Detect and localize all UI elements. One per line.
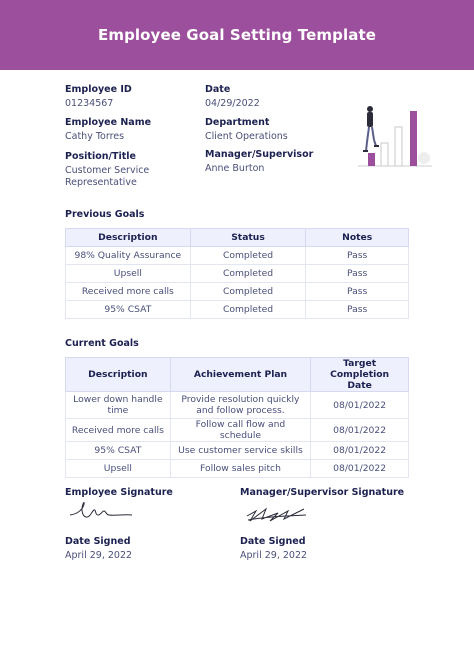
table-row [66, 460, 409, 478]
header-line-2: Date [347, 380, 372, 391]
cell-status: Completed [190, 247, 306, 265]
employee-signature-image [68, 498, 136, 524]
column-header-achievement-plan: Achievement Plan [170, 358, 311, 392]
cell-description [66, 392, 171, 419]
column-header-status: Status [190, 229, 306, 247]
cell-description: Received more calls [66, 283, 191, 301]
department-value: Client Operations [205, 131, 288, 142]
cell-achievement-plan: Use customer service skills [170, 442, 311, 460]
department-label: Department [205, 117, 270, 128]
cell-description: Upsell [66, 460, 171, 478]
column-header-target-completion-date [311, 358, 409, 392]
cell-target-date: 08/01/2022 [311, 392, 409, 419]
employee-id-field [65, 84, 132, 110]
header-line-1: Target Completion [330, 358, 390, 380]
employee-name-value: Cathy Torres [65, 131, 125, 142]
cell-description: 95% CSAT [66, 301, 191, 319]
manager-field [205, 149, 313, 175]
column-header-description: Description [66, 358, 171, 392]
table-header-row [66, 229, 409, 247]
manager-signature-block [240, 487, 404, 498]
employee-signature-label: Employee Signature [65, 487, 173, 498]
cell-notes: Pass [306, 265, 409, 283]
manager-signature-label: Manager/Supervisor Signature [240, 487, 405, 498]
cell-line-1: Lower down handle [73, 394, 163, 405]
manager-label: Manager/Supervisor [205, 149, 314, 160]
date-signed-value: April 29, 2022 [240, 550, 308, 561]
previous-goals-title: Previous Goals [65, 209, 145, 220]
date-signed-right [240, 536, 307, 562]
employee-signature-block [65, 487, 173, 498]
table-row [66, 419, 409, 442]
current-goals-title: Current Goals [65, 338, 139, 349]
date-value: 04/29/2022 [205, 98, 260, 109]
column-header-notes: Notes [306, 229, 409, 247]
employee-name-label: Employee Name [65, 117, 152, 128]
employee-id-label: Employee ID [65, 84, 132, 95]
manager-signature-image [244, 501, 312, 527]
cell-description: Upsell [66, 265, 191, 283]
date-signed-label: Date Signed [240, 536, 306, 547]
cell-target-date: 08/01/2022 [311, 442, 409, 460]
growth-illustration [354, 100, 436, 170]
cell-target-date: 08/01/2022 [311, 419, 409, 442]
cell-status: Completed [190, 265, 306, 283]
current-goals-table [65, 357, 409, 478]
cell-line-2: time [107, 405, 129, 416]
cell-status: Completed [190, 283, 306, 301]
cell-achievement-plan: Follow sales pitch [170, 460, 311, 478]
position-field [65, 151, 149, 188]
previous-goals-table [65, 228, 409, 319]
column-header-description: Description [66, 229, 191, 247]
position-label: Position/Title [65, 151, 136, 162]
cell-line-2: and follow process. [196, 405, 285, 416]
employee-id-value: 01234567 [65, 98, 114, 109]
page-title: Employee Goal Setting Template [98, 26, 376, 44]
cell-line-1: Provide resolution quickly [181, 394, 300, 405]
cell-notes: Pass [306, 283, 409, 301]
cell-description: Received more calls [66, 419, 171, 442]
position-value [65, 165, 149, 188]
table-row [66, 247, 409, 265]
date-signed-label: Date Signed [65, 536, 131, 547]
cell-notes: Pass [306, 301, 409, 319]
cell-status: Completed [190, 301, 306, 319]
cell-achievement-plan [170, 392, 311, 419]
date-label: Date [205, 84, 231, 95]
cell-achievement-plan: Follow call flow and schedule [170, 419, 311, 442]
date-signed-left [65, 536, 132, 562]
table-header-row [66, 358, 409, 392]
cell-description: 98% Quality Assurance [66, 247, 191, 265]
table-row [66, 442, 409, 460]
cell-description: 95% CSAT [66, 442, 171, 460]
date-field [205, 84, 260, 110]
position-value-line2: Representative [65, 176, 137, 188]
table-row [66, 301, 409, 319]
table-row [66, 392, 409, 419]
cell-target-date: 08/01/2022 [311, 460, 409, 478]
position-value-line1: Customer Service [65, 165, 150, 176]
table-row [66, 283, 409, 301]
department-field [205, 117, 288, 143]
table-row [66, 265, 409, 283]
header-banner [0, 0, 474, 70]
manager-value: Anne Burton [205, 163, 265, 174]
employee-name-field [65, 117, 151, 143]
cell-notes: Pass [306, 247, 409, 265]
date-signed-value: April 29, 2022 [65, 550, 133, 561]
